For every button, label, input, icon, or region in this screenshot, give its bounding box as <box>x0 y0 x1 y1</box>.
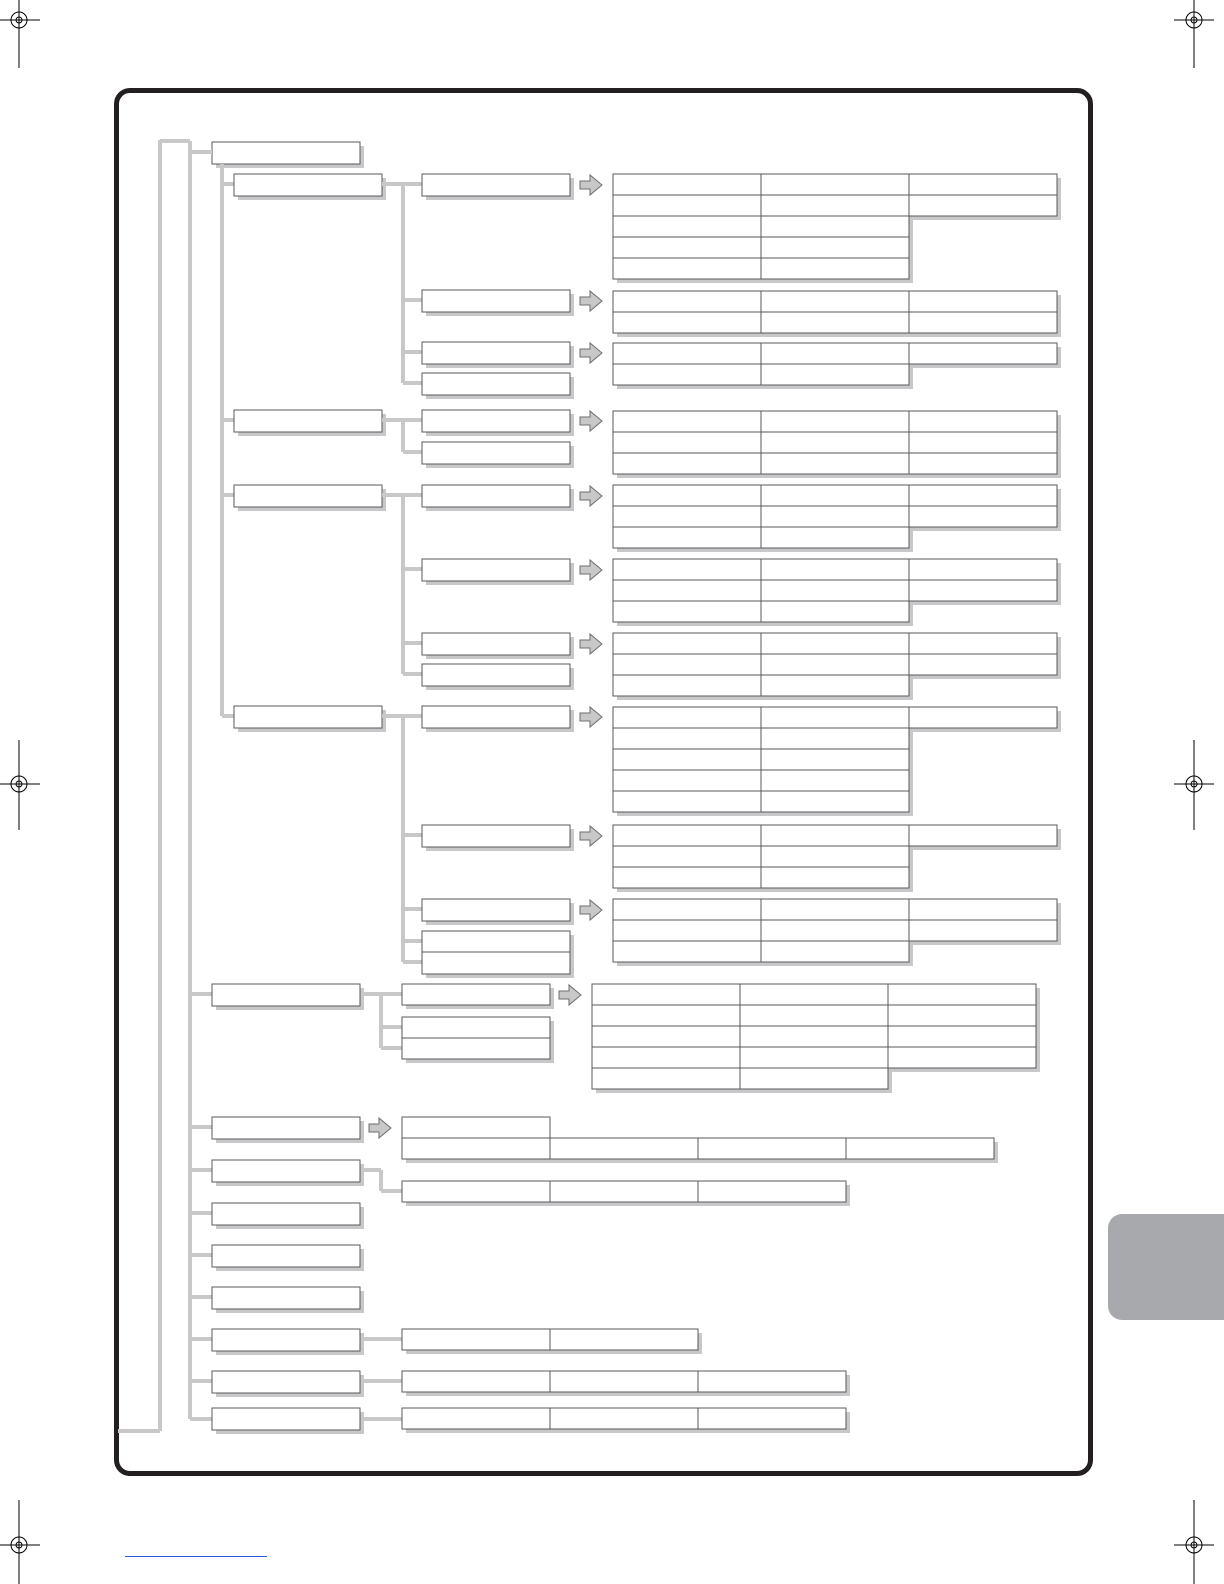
right-arrow-icon <box>580 707 602 727</box>
box-frame <box>422 899 570 921</box>
grid-cell <box>761 174 909 195</box>
grid-cell <box>761 770 909 791</box>
grid-cell <box>909 174 1057 195</box>
grid-cell <box>613 291 761 312</box>
grid-cell <box>740 984 888 1005</box>
right-arrow-icon <box>580 411 602 431</box>
box-frame <box>234 410 382 432</box>
grid-cell <box>550 1181 698 1202</box>
option-grid-2-1 <box>613 559 1061 626</box>
grid-cell <box>909 195 1057 216</box>
right-arrow-icon <box>369 1118 391 1138</box>
grid-cell <box>613 707 761 728</box>
grid-cell <box>909 432 1057 453</box>
grid-cell <box>761 675 909 696</box>
grid-cell <box>550 1371 698 1392</box>
grid-cell <box>761 580 909 601</box>
grid-cell <box>613 601 761 622</box>
grid-cell <box>402 1181 550 1202</box>
box-frame <box>422 290 570 312</box>
grid-cell <box>613 675 761 696</box>
box-frame <box>212 1117 360 1139</box>
grid-cell <box>740 1068 888 1089</box>
option-cell <box>698 1138 846 1159</box>
box-frame <box>212 984 360 1006</box>
grid-cell <box>761 899 909 920</box>
option-row-top-6 <box>402 1329 702 1354</box>
menu-item-top-1 <box>212 1117 364 1143</box>
grid-cell <box>761 432 909 453</box>
grid-cell <box>613 506 761 527</box>
box-frame <box>422 706 570 728</box>
grid-cell <box>613 411 761 432</box>
box-frame <box>212 1287 360 1309</box>
box-frame <box>422 633 570 655</box>
menu-item-top-7 <box>212 1371 364 1397</box>
grid-cell <box>550 1408 698 1429</box>
grid-cell <box>592 1047 740 1068</box>
grid-cell <box>909 343 1057 364</box>
grid-cell <box>550 1329 698 1350</box>
menu-group-2-child-3 <box>422 664 574 690</box>
grid-cell <box>909 411 1057 432</box>
grid-cell <box>698 1408 846 1429</box>
grid-cell <box>761 291 909 312</box>
right-arrow-icon <box>580 900 602 920</box>
option-grid-top-0 <box>592 984 1040 1093</box>
grid-cell <box>613 633 761 654</box>
box-frame <box>212 1203 360 1225</box>
right-arrow-icon <box>580 634 602 654</box>
registration-mark-icon <box>1174 0 1214 70</box>
grid-cell <box>909 633 1057 654</box>
box-frame <box>422 485 570 507</box>
grid-cell <box>888 1026 1036 1047</box>
grid-cell <box>613 920 761 941</box>
grid-cell <box>761 343 909 364</box>
right-arrow-icon <box>580 175 602 195</box>
box-frame <box>212 1371 360 1393</box>
grid-cell <box>592 1005 740 1026</box>
menu-group-0 <box>234 174 386 200</box>
box-frame <box>212 1160 360 1182</box>
box-frame <box>422 442 570 464</box>
grid-cell <box>909 825 1057 846</box>
box-frame <box>212 1245 360 1267</box>
grid-cell <box>761 453 909 474</box>
grid-cell <box>613 867 761 888</box>
option-grid-2-2 <box>613 633 1061 700</box>
grid-cell <box>909 291 1057 312</box>
menu-group-2-child-2 <box>422 633 574 659</box>
grid-cell <box>613 174 761 195</box>
grid-cell <box>761 749 909 770</box>
option-grid-2-0 <box>613 485 1061 552</box>
box-frame <box>402 1038 550 1059</box>
menu-group-2 <box>234 485 386 511</box>
option-grid-3-1 <box>613 825 1061 892</box>
box-frame <box>234 174 382 196</box>
registration-mark-icon <box>0 1500 40 1584</box>
grid-cell <box>613 343 761 364</box>
grid-cell <box>909 654 1057 675</box>
grid-cell <box>613 527 761 548</box>
menu-group-0-child-1 <box>422 290 574 316</box>
right-arrow-icon <box>580 826 602 846</box>
option-cell <box>550 1138 698 1159</box>
grid-cell <box>909 559 1057 580</box>
option-grid-3-2 <box>613 899 1061 966</box>
grid-cell <box>402 1329 550 1350</box>
menu-group-1-child-1 <box>422 442 574 468</box>
grid-cell <box>613 749 761 770</box>
grid-cell <box>761 485 909 506</box>
menu-item-top-5 <box>212 1287 364 1313</box>
grid-cell <box>761 216 909 237</box>
option-header-cell <box>402 1117 550 1138</box>
grid-cell <box>888 984 1036 1005</box>
grid-cell <box>761 633 909 654</box>
grid-cell <box>909 899 1057 920</box>
option-row-top-7 <box>402 1371 850 1396</box>
menu-item-top-4 <box>212 1245 364 1271</box>
option-grid-1-0 <box>613 411 1061 478</box>
grid-cell <box>761 941 909 962</box>
grid-cell <box>402 1371 550 1392</box>
option-cell <box>846 1138 994 1159</box>
grid-cell <box>761 237 909 258</box>
menu-group-3-child-1 <box>422 825 574 851</box>
menu-item-top-8 <box>212 1408 364 1434</box>
box-frame <box>402 1017 550 1038</box>
grid-cell <box>761 559 909 580</box>
box-frame <box>234 485 382 507</box>
menu-group-0-child-2 <box>422 342 574 368</box>
menu-group-1-child-0 <box>422 410 574 436</box>
footer-rule <box>125 1556 267 1557</box>
grid-cell <box>761 867 909 888</box>
grid-cell <box>761 195 909 216</box>
grid-cell <box>613 770 761 791</box>
menu-group-0-child-3 <box>422 373 574 399</box>
grid-cell <box>909 485 1057 506</box>
grid-cell <box>909 920 1057 941</box>
menu-item-root <box>212 142 364 168</box>
menu-group-0-child-0 <box>422 174 574 200</box>
menu-group-3-child-2 <box>422 899 574 925</box>
box-frame <box>234 706 382 728</box>
box-frame <box>402 984 550 1005</box>
grid-cell <box>761 258 909 279</box>
right-arrow-icon <box>580 560 602 580</box>
grid-cell <box>761 825 909 846</box>
menu-item-top-2 <box>212 1160 364 1186</box>
grid-cell <box>698 1181 846 1202</box>
menu-item-top-0-child-0 <box>402 984 554 1009</box>
registration-mark-icon <box>1174 740 1214 830</box>
box-frame <box>212 1408 360 1430</box>
grid-cell <box>613 258 761 279</box>
menu-item-top-0-child-2 <box>402 1038 554 1063</box>
grid-cell <box>613 237 761 258</box>
registration-mark-icon <box>1174 1500 1214 1584</box>
option-row-top-2 <box>402 1181 850 1206</box>
box-frame <box>422 559 570 581</box>
grid-cell <box>613 195 761 216</box>
grid-cell <box>761 364 909 385</box>
right-arrow-icon <box>580 291 602 311</box>
grid-cell <box>761 654 909 675</box>
grid-cell <box>909 453 1057 474</box>
box-frame <box>422 174 570 196</box>
box-frame <box>422 373 570 395</box>
grid-cell <box>761 601 909 622</box>
grid-cell <box>740 1047 888 1068</box>
grid-cell <box>613 364 761 385</box>
grid-cell <box>761 527 909 548</box>
grid-cell <box>613 899 761 920</box>
grid-cell <box>613 216 761 237</box>
grid-cell <box>761 312 909 333</box>
grid-cell <box>613 312 761 333</box>
grid-cell <box>613 728 761 749</box>
grid-cell <box>761 411 909 432</box>
grid-cell <box>613 432 761 453</box>
menu-item-top-0 <box>212 984 364 1010</box>
registration-mark-icon <box>0 0 40 70</box>
box-frame <box>422 410 570 432</box>
grid-cell <box>613 485 761 506</box>
grid-cell <box>761 707 909 728</box>
grid-cell <box>740 1005 888 1026</box>
menu-group-2-child-0 <box>422 485 574 511</box>
box-frame <box>212 1329 360 1351</box>
grid-cell <box>888 1005 1036 1026</box>
option-grid-0-0 <box>613 174 1061 283</box>
grid-cell <box>761 920 909 941</box>
option-list-top-1 <box>402 1117 998 1163</box>
grid-cell <box>592 984 740 1005</box>
box-frame <box>422 664 570 686</box>
grid-cell <box>909 506 1057 527</box>
grid-cell <box>613 941 761 962</box>
option-row-top-8 <box>402 1408 850 1433</box>
menu-group-1 <box>234 410 386 436</box>
right-arrow-icon <box>559 985 581 1005</box>
box-frame <box>422 952 570 974</box>
right-arrow-icon <box>580 343 602 363</box>
menu-group-3-child-4 <box>422 952 574 978</box>
grid-cell <box>613 453 761 474</box>
grid-cell <box>761 506 909 527</box>
option-grid-3-0 <box>613 707 1061 816</box>
registration-mark-icon <box>0 740 40 830</box>
grid-cell <box>613 825 761 846</box>
grid-cell <box>613 846 761 867</box>
box-frame <box>422 825 570 847</box>
menu-group-2-child-1 <box>422 559 574 585</box>
grid-cell <box>909 312 1057 333</box>
grid-cell <box>909 707 1057 728</box>
grid-cell <box>613 791 761 812</box>
right-arrow-icon <box>580 486 602 506</box>
grid-cell <box>761 791 909 812</box>
grid-cell <box>592 1026 740 1047</box>
grid-cell <box>888 1047 1036 1068</box>
box-frame <box>422 342 570 364</box>
grid-cell <box>698 1371 846 1392</box>
grid-cell <box>592 1068 740 1089</box>
box-frame <box>212 142 360 164</box>
menu-item-top-3 <box>212 1203 364 1229</box>
grid-cell <box>909 580 1057 601</box>
option-grid-0-2 <box>613 343 1061 389</box>
box-frame <box>422 931 570 953</box>
grid-cell <box>761 728 909 749</box>
grid-cell <box>761 846 909 867</box>
option-grid-0-1 <box>613 291 1061 337</box>
grid-cell <box>402 1408 550 1429</box>
menu-group-3 <box>234 706 386 732</box>
grid-cell <box>613 580 761 601</box>
grid-cell <box>613 559 761 580</box>
grid-cell <box>740 1026 888 1047</box>
grid-cell <box>613 654 761 675</box>
option-cell <box>402 1138 550 1159</box>
menu-item-top-6 <box>212 1329 364 1355</box>
menu-group-3-child-0 <box>422 706 574 732</box>
